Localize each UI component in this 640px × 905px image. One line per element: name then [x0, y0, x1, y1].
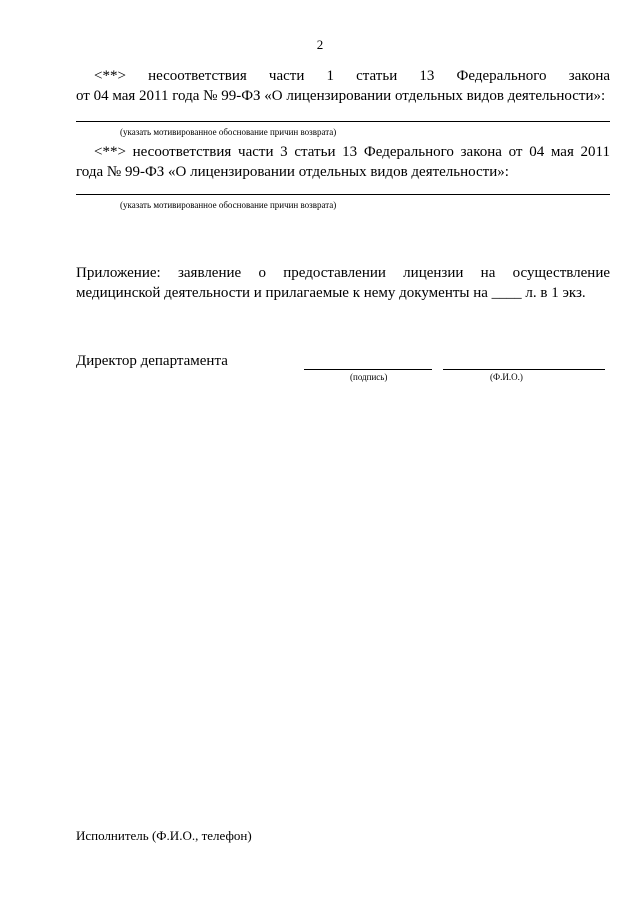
- signature-hint: (подпись): [350, 372, 388, 382]
- reason-2-hint: (указать мотивированное обоснование причин возврата): [120, 200, 337, 210]
- reason-1-hint: (указать мотивированное обоснование причин возврата): [120, 127, 337, 137]
- director-position: Директор департамента: [76, 353, 228, 369]
- reason-2-paragraph: [76, 142, 610, 182]
- reason-1-line-1: <**> несоответствия части 1 статьи 13 Федерального закона: [94, 68, 610, 84]
- reason-2-fill-line: [76, 194, 610, 195]
- attachment-line-1: Приложение: заявление о предоставлении лицензии на осуществление: [76, 265, 610, 281]
- reason-2-line-2: года № 99-ФЗ «О лицензировании отдельных видов деятельности»:: [76, 164, 509, 180]
- reason-1-paragraph: [76, 66, 610, 106]
- attachment-line-2: медицинской деятельности и прилагаемые к нему документы на ____ л. в 1 экз.: [76, 285, 586, 301]
- name-line: [443, 369, 605, 370]
- executor-label: Исполнитель (Ф.И.О., телефон): [76, 828, 252, 843]
- reason-1-fill-line: [76, 121, 610, 122]
- page-number: 2: [316, 37, 324, 52]
- name-hint: (Ф.И.О.): [490, 372, 523, 382]
- attachment-paragraph: [76, 263, 610, 303]
- reason-2-line-1: <**> несоответствия части 3 статьи 13 Федерального закона от 04 мая 2011: [94, 144, 610, 160]
- reason-1-line-2: от 04 мая 2011 года № 99-ФЗ «О лицензировании отдельных видов деятельности»:: [76, 88, 606, 104]
- signature-line: [304, 369, 432, 370]
